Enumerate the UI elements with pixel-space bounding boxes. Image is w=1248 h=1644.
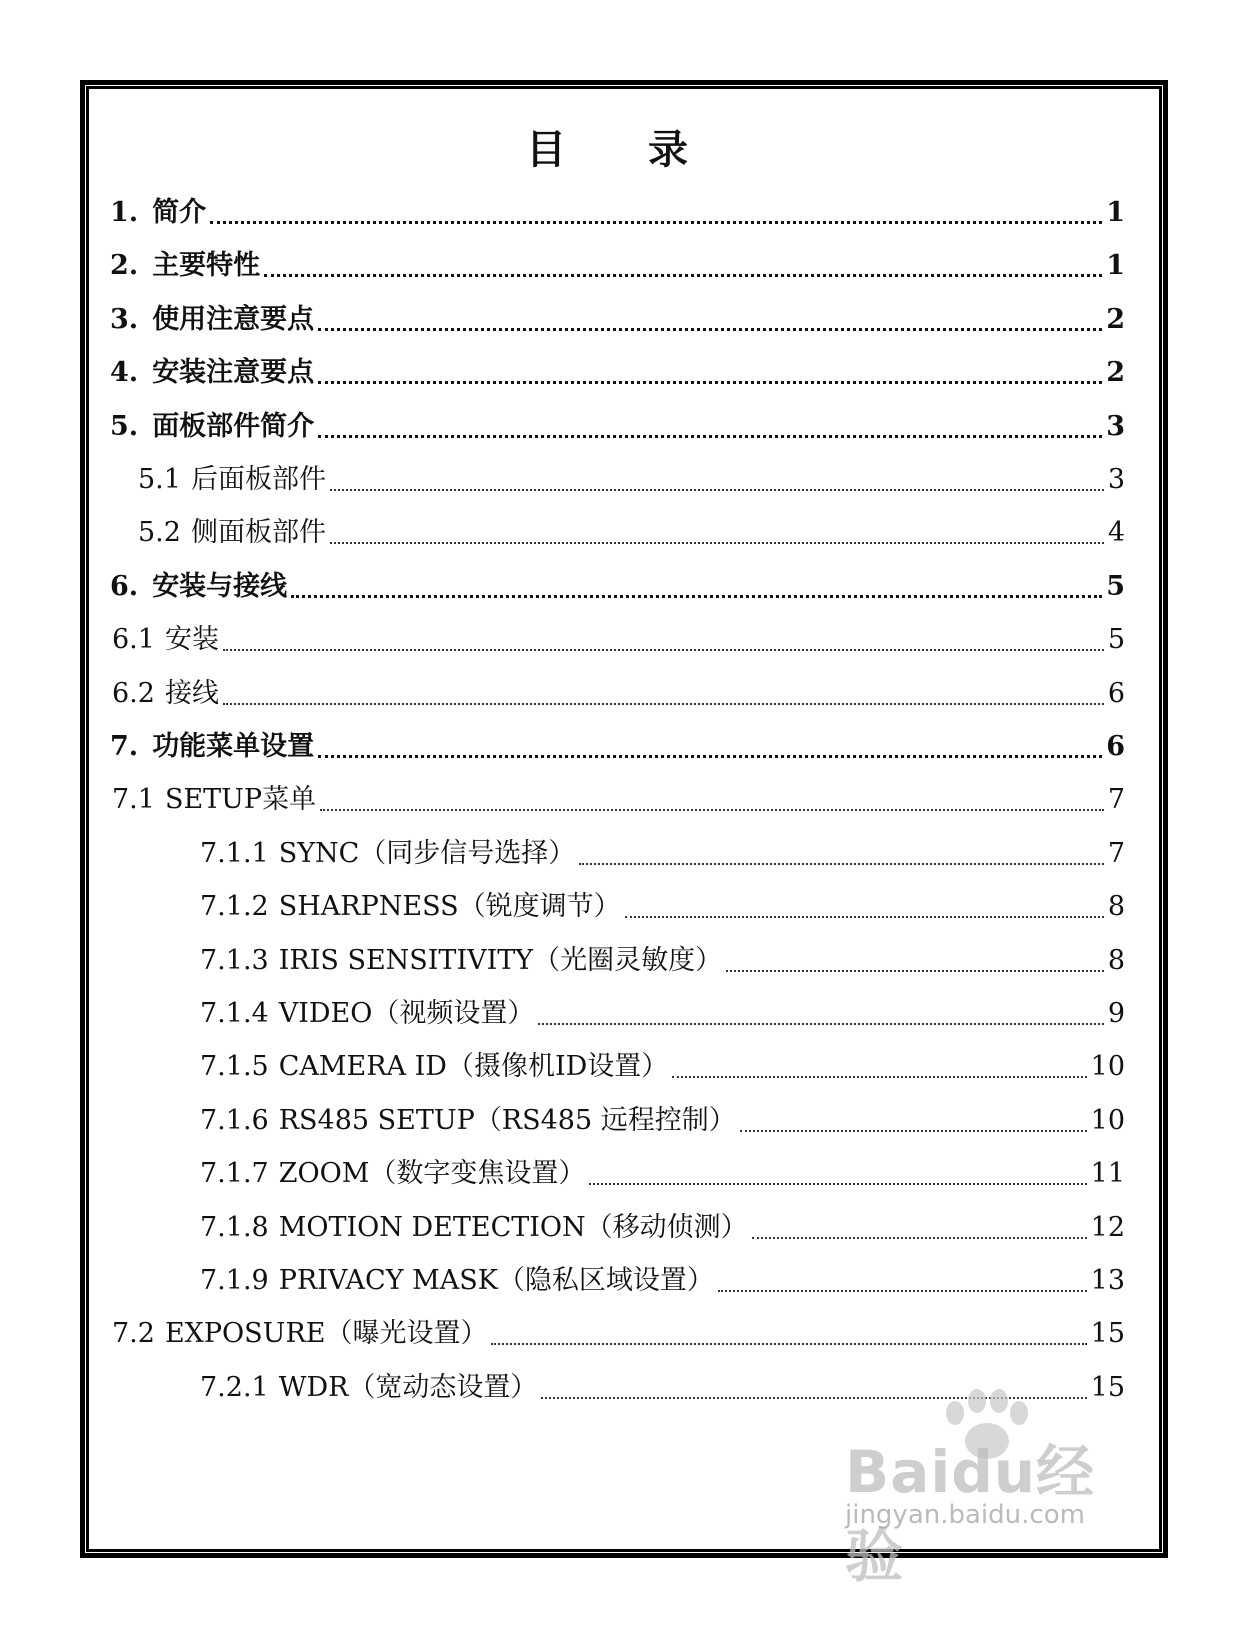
- toc-entry-number: 2.: [110, 250, 139, 282]
- toc-leader-dots: [318, 328, 1102, 331]
- watermark-logo: Baidu经验: [845, 1438, 1096, 1590]
- toc-leader-dots: [538, 1023, 1103, 1025]
- toc-entry-page: 15: [1090, 1318, 1125, 1350]
- toc-entry-page: 8: [1107, 891, 1125, 923]
- toc-entry-page: 6: [1107, 677, 1125, 709]
- toc-entry-number: 7.1: [112, 784, 155, 816]
- toc-entry[interactable]: [110, 243, 1125, 283]
- toc-leader-dots: [718, 1290, 1087, 1292]
- toc-entry-page: 3: [1106, 410, 1125, 442]
- toc-leader-dots: [625, 916, 1104, 918]
- toc-entry-label: 简介: [152, 197, 207, 228]
- toc-entry-label: SETUP菜单: [164, 784, 317, 816]
- toc-entry-page: 11: [1090, 1158, 1125, 1190]
- toc-entry-number: 4.: [110, 357, 139, 389]
- toc-leader-dots: [291, 595, 1102, 598]
- baidu-watermark: [845, 1385, 1145, 1615]
- toc-leader-dots: [752, 1237, 1087, 1239]
- toc-entry-label: 接线: [164, 677, 219, 709]
- toc-entry-number: 7.: [110, 731, 139, 762]
- toc-entry-page: 9: [1107, 998, 1125, 1029]
- toc-entry[interactable]: [112, 617, 1125, 657]
- toc-entry-label: 面板部件简介: [152, 410, 315, 442]
- toc-entry-number: 7.1.5: [200, 1051, 269, 1083]
- toc-entry[interactable]: [200, 1205, 1125, 1245]
- toc-entry-page: 2: [1106, 303, 1125, 335]
- toc-entry-label: 后面板部件: [190, 464, 326, 495]
- toc-entry-number: 7.1.6: [200, 1104, 269, 1136]
- toc-entry-number: 5.: [110, 410, 139, 442]
- toc-entry-number: 6.1: [112, 624, 155, 656]
- toc-entry-number: 7.1.3: [200, 944, 269, 976]
- toc-entry[interactable]: [200, 1151, 1125, 1191]
- toc-entry-number: 5.2: [138, 517, 181, 549]
- toc-entry-number: 7.1.8: [200, 1211, 269, 1243]
- toc-leader-dots: [320, 809, 1104, 811]
- toc-entry[interactable]: [110, 190, 1125, 230]
- toc-entry-number: 7.2.1: [200, 1371, 269, 1403]
- toc-entry-number: 3.: [110, 303, 139, 335]
- toc-entry-page: 7: [1107, 837, 1125, 869]
- toc-entry-page: 15: [1090, 1371, 1125, 1403]
- watermark-url: jingyan.baidu.com: [845, 1500, 1085, 1530]
- toc-entry-page: 2: [1106, 357, 1125, 389]
- toc-leader-dots: [210, 221, 1102, 224]
- toc-entry-label: CAMERA ID（摄像机ID设置）: [278, 1051, 669, 1083]
- toc-entry-number: 7.1.1: [200, 837, 269, 869]
- toc-entry[interactable]: [138, 457, 1125, 497]
- toc-entry-label: 使用注意要点: [152, 303, 315, 335]
- toc-entry-page: 10: [1090, 1051, 1125, 1083]
- toc-entry[interactable]: [112, 777, 1125, 817]
- toc-entry[interactable]: [112, 671, 1125, 711]
- toc-entry-page: 7: [1107, 784, 1125, 816]
- toc-entry-number: 7.1.9: [200, 1265, 269, 1296]
- toc-entry-page: 12: [1090, 1211, 1125, 1243]
- toc-entry[interactable]: [110, 297, 1125, 337]
- toc-entry-label: WDR（宽动态设置）: [278, 1371, 538, 1403]
- toc-entry[interactable]: [200, 938, 1125, 978]
- toc-entry-label: 功能菜单设置: [152, 731, 315, 762]
- toc-entry[interactable]: [200, 1258, 1125, 1298]
- toc-entry[interactable]: [200, 1098, 1125, 1138]
- toc-entry-label: SHARPNESS（锐度调节）: [278, 891, 621, 923]
- toc-entry-label: ZOOM（数字变焦设置）: [278, 1158, 586, 1190]
- toc-entry-number: 6.2: [112, 677, 155, 709]
- toc-entry-page: 13: [1090, 1265, 1125, 1296]
- toc-entry[interactable]: [138, 510, 1125, 550]
- toc-entry[interactable]: [110, 350, 1125, 390]
- toc-leader-dots: [318, 755, 1102, 758]
- toc-entry-label: SYNC（同步信号选择）: [278, 837, 576, 869]
- toc-entry-page: 5: [1106, 570, 1125, 602]
- toc-entry-page: 4: [1107, 517, 1125, 549]
- toc-leader-dots: [318, 435, 1102, 438]
- toc-entry-number: 5.1: [138, 464, 181, 495]
- toc-entry[interactable]: [112, 1311, 1125, 1351]
- toc-leader-dots: [223, 649, 1104, 651]
- toc-leader-dots: [330, 489, 1104, 491]
- toc-entry-page: 1: [1106, 197, 1125, 228]
- toc-entry[interactable]: [200, 1044, 1125, 1084]
- toc-leader-dots: [318, 381, 1102, 384]
- toc-leader-dots: [579, 863, 1104, 865]
- toc-entry[interactable]: [110, 564, 1125, 604]
- toc-entry-page: 5: [1107, 624, 1125, 656]
- toc-entry-number: 1.: [110, 197, 139, 228]
- toc-entry-page: 10: [1090, 1104, 1125, 1136]
- toc-entry-page: 8: [1107, 944, 1125, 976]
- toc-entry-label: EXPOSURE（曝光设置）: [164, 1318, 488, 1350]
- toc-entry[interactable]: [110, 404, 1125, 444]
- toc-leader-dots: [726, 970, 1104, 972]
- toc-entry-number: 7.1.4: [200, 998, 269, 1029]
- toc-leader-dots: [740, 1130, 1087, 1132]
- toc-entry-label: RS485 SETUP（RS485 远程控制）: [278, 1104, 736, 1136]
- toc-leader-dots: [672, 1076, 1086, 1078]
- toc-entry[interactable]: [200, 884, 1125, 924]
- toc-entry-label: MOTION DETECTION（移动侦测）: [278, 1211, 748, 1243]
- page-title: 目 录: [526, 127, 722, 173]
- toc-leader-dots: [491, 1343, 1086, 1345]
- toc-entry-number: 6.: [110, 570, 139, 602]
- toc-entry-label: 侧面板部件: [190, 517, 326, 549]
- toc-entry-page: 6: [1106, 731, 1125, 762]
- toc-entry-label: 主要特性: [152, 250, 261, 282]
- toc-entry-label: 安装: [164, 624, 219, 656]
- toc-leader-dots: [589, 1183, 1086, 1185]
- toc-entry-label: 安装与接线: [152, 570, 288, 602]
- toc-leader-dots: [223, 703, 1104, 705]
- toc-entry-label: IRIS SENSITIVITY（光圈灵敏度）: [278, 944, 723, 976]
- toc-entry-label: VIDEO（视频设置）: [278, 998, 535, 1029]
- toc-entry[interactable]: [200, 991, 1125, 1031]
- toc-leader-dots: [264, 274, 1102, 277]
- toc-entry[interactable]: [110, 724, 1125, 764]
- toc-entry-label: 安装注意要点: [152, 357, 315, 389]
- toc-entry-label: PRIVACY MASK（隐私区域设置）: [278, 1265, 714, 1296]
- toc-entry-number: 7.2: [112, 1318, 155, 1350]
- toc-entry-page: 1: [1106, 250, 1125, 282]
- toc-leader-dots: [330, 542, 1104, 544]
- toc-entry-number: 7.1.7: [200, 1158, 269, 1190]
- toc-entry-number: 7.1.2: [200, 891, 269, 923]
- toc-entry[interactable]: [200, 831, 1125, 871]
- toc-entry-page: 3: [1107, 464, 1125, 495]
